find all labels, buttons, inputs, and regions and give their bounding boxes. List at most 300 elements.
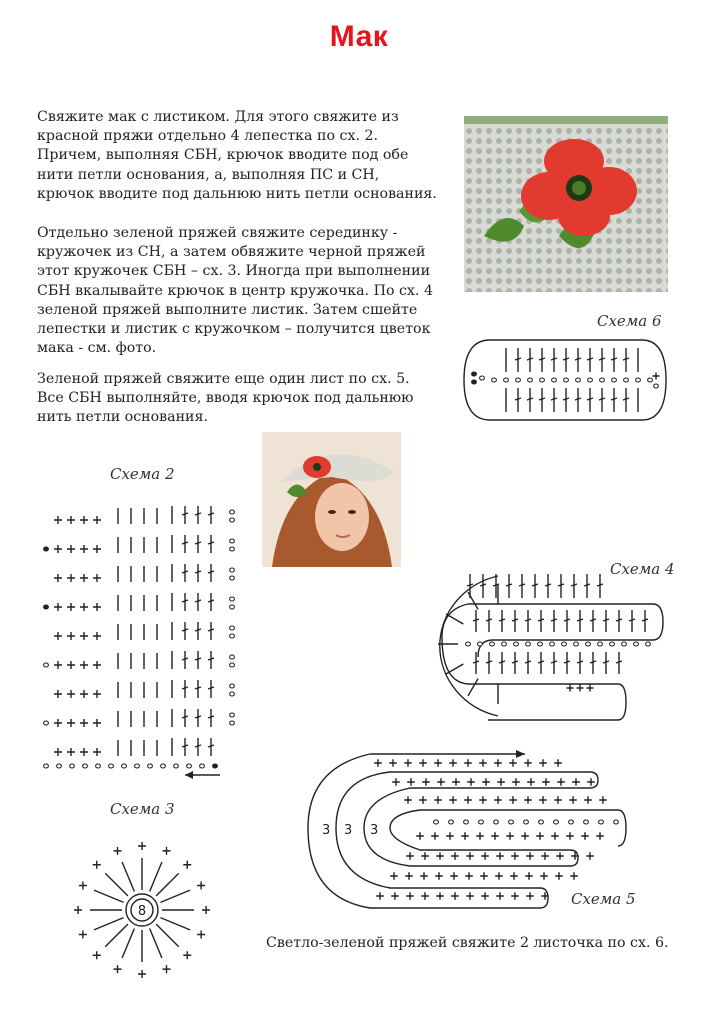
chain-stitch-symbol bbox=[230, 721, 235, 725]
sc-stitch-symbol bbox=[524, 759, 532, 767]
chain-stitch-symbol bbox=[148, 764, 153, 768]
dc-cross-mark bbox=[616, 661, 622, 663]
sc-stitch-symbol bbox=[93, 661, 101, 669]
dc-cross-mark bbox=[525, 619, 531, 621]
dc-cross-mark bbox=[642, 619, 648, 621]
sc-stitch-symbol bbox=[93, 574, 101, 582]
sc-stitch-symbol bbox=[421, 852, 429, 860]
sc-stitch-symbol bbox=[506, 832, 514, 840]
sc-stitch-symbol bbox=[539, 796, 547, 804]
dc-stitch-symbol bbox=[468, 592, 478, 609]
dc-cross-mark bbox=[563, 398, 569, 400]
sc-stitch-symbol bbox=[509, 759, 517, 767]
sc-stitch-symbol bbox=[80, 748, 88, 756]
sc-stitch-symbol bbox=[467, 778, 475, 786]
sc-stitch-symbol bbox=[554, 796, 562, 804]
dc-cross-mark bbox=[545, 584, 551, 586]
sc-stitch-symbol bbox=[138, 842, 146, 850]
crochet-chart-icon bbox=[472, 348, 660, 412]
chain-stitch-symbol bbox=[584, 820, 589, 824]
chain-stitch-symbol bbox=[200, 764, 205, 768]
schema4-inner-band bbox=[468, 604, 663, 657]
sc-stitch-symbol bbox=[404, 759, 412, 767]
chain-stitch-symbol bbox=[504, 378, 509, 382]
sc-stitch-symbol bbox=[54, 574, 62, 582]
sc-stitch-symbol bbox=[67, 632, 75, 640]
dc-cross-mark bbox=[195, 629, 201, 631]
sc-stitch-symbol bbox=[80, 632, 88, 640]
crochet-chart-icon bbox=[44, 506, 235, 768]
dc-cross-mark bbox=[499, 619, 505, 621]
chain-stitch-symbol bbox=[230, 510, 235, 514]
dc-cross-mark bbox=[551, 661, 557, 663]
dc-stitch-symbol bbox=[122, 928, 134, 958]
sc-stitch-symbol bbox=[114, 847, 122, 855]
dc-cross-mark bbox=[480, 584, 486, 586]
dc-cross-mark bbox=[182, 542, 188, 544]
chain-stitch-symbol bbox=[552, 378, 557, 382]
dc-cross-mark bbox=[616, 619, 622, 621]
sc-stitch-symbol bbox=[406, 852, 414, 860]
sc-stitch-symbol bbox=[183, 861, 191, 869]
sc-stitch-symbol bbox=[491, 832, 499, 840]
sc-stitch-symbol bbox=[556, 852, 564, 860]
chain-stitch-symbol bbox=[44, 605, 49, 609]
sc-stitch-symbol bbox=[449, 796, 457, 804]
sc-stitch-symbol bbox=[587, 778, 595, 786]
sc-stitch-symbol bbox=[479, 796, 487, 804]
sc-stitch-symbol bbox=[67, 719, 75, 727]
sc-stitch-symbol bbox=[431, 832, 439, 840]
dc-cross-mark bbox=[195, 745, 201, 747]
sc-stitch-symbol bbox=[480, 872, 488, 880]
chain-stitch-symbol bbox=[230, 576, 235, 580]
sc-stitch-symbol bbox=[496, 852, 504, 860]
sc-stitch-symbol bbox=[569, 796, 577, 804]
schema2-chart bbox=[40, 494, 240, 784]
dc-stitch-symbol bbox=[156, 924, 179, 947]
schema6-chart bbox=[460, 336, 670, 426]
sc-stitch-symbol bbox=[539, 759, 547, 767]
sc-stitch-symbol bbox=[93, 632, 101, 640]
dc-cross-mark bbox=[575, 358, 581, 360]
sc-stitch-symbol bbox=[551, 832, 559, 840]
sc-stitch-symbol bbox=[524, 796, 532, 804]
dc-cross-mark bbox=[182, 513, 188, 515]
sc-stitch-symbol bbox=[540, 872, 548, 880]
dc-cross-mark bbox=[539, 358, 545, 360]
chain-stitch-symbol bbox=[109, 764, 114, 768]
sc-stitch-symbol bbox=[497, 778, 505, 786]
dc-stitch-symbol bbox=[468, 679, 478, 696]
dc-cross-mark bbox=[182, 629, 188, 631]
sc-stitch-symbol bbox=[511, 892, 519, 900]
sc-stitch-symbol bbox=[67, 748, 75, 756]
instruction-paragraph-2: Отдельно зеленой пряжей свяжите серединку - кружочек из СН, а затем обвяжите черной пряжей этот кружочек СБН – сх. 3. Иногда при выполнении СБН вкалывайте крючок в центр кружочка. По сх. 4 зеленой пряжей выполните листик. Затем сшейте лепестки и листик с кружочком – получится цветок мака - см. фото. bbox=[37, 225, 433, 357]
dc-cross-mark bbox=[538, 619, 544, 621]
chain-stitch-symbol bbox=[516, 378, 521, 382]
sc-stitch-symbol bbox=[554, 759, 562, 767]
sc-stitch-symbol bbox=[495, 872, 503, 880]
chain-stitch-symbol bbox=[44, 663, 49, 667]
chain-stitch-symbol bbox=[600, 378, 605, 382]
dc-cross-mark bbox=[515, 358, 521, 360]
sc-stitch-symbol bbox=[54, 632, 62, 640]
dc-cross-mark bbox=[551, 398, 557, 400]
chain-stitch-symbol bbox=[230, 518, 235, 522]
dc-cross-mark bbox=[182, 658, 188, 660]
dc-cross-mark bbox=[558, 584, 564, 586]
sc-stitch-symbol bbox=[555, 872, 563, 880]
chain-stitch-symbol bbox=[634, 642, 639, 646]
sc-stitch-symbol bbox=[93, 690, 101, 698]
dc-cross-mark bbox=[551, 358, 557, 360]
sc-stitch-symbol bbox=[202, 906, 210, 914]
dc-cross-mark bbox=[571, 584, 577, 586]
direction-arrow-icon bbox=[516, 750, 525, 758]
chain-stitch-symbol bbox=[174, 764, 179, 768]
dc-stitch-symbol bbox=[94, 890, 124, 902]
dc-cross-mark bbox=[195, 687, 201, 689]
sc-stitch-symbol bbox=[542, 778, 550, 786]
dc-cross-mark bbox=[195, 571, 201, 573]
chain-stitch-symbol bbox=[492, 378, 497, 382]
direction-arrow-head bbox=[185, 771, 193, 779]
chain-stitch-symbol bbox=[434, 820, 439, 824]
schema5-turn-count: 3 bbox=[344, 823, 353, 838]
dc-cross-mark bbox=[584, 584, 590, 586]
dc-cross-mark bbox=[623, 358, 629, 360]
chain-stitch-symbol bbox=[502, 642, 507, 646]
dc-cross-mark bbox=[519, 584, 525, 586]
instruction-paragraph-3: Зеленой пряжей свяжите еще один лист по сх. 5. Все СБН выполняйте, вводя крючок под дальнюю нить петли основания. bbox=[37, 371, 414, 426]
chain-stitch-symbol bbox=[612, 378, 617, 382]
chain-stitch-symbol bbox=[480, 376, 485, 380]
dc-cross-mark bbox=[208, 658, 214, 660]
chain-stitch-symbol bbox=[472, 372, 477, 376]
chain-stitch-symbol bbox=[614, 820, 619, 824]
chain-stitch-symbol bbox=[564, 378, 569, 382]
chain-stitch-symbol bbox=[44, 721, 49, 725]
model-in-beret-photo bbox=[262, 432, 401, 567]
dc-cross-mark bbox=[208, 542, 214, 544]
sc-stitch-symbol bbox=[476, 832, 484, 840]
sc-stitch-symbol bbox=[451, 892, 459, 900]
dc-cross-mark bbox=[599, 358, 605, 360]
chain-stitch-symbol bbox=[562, 642, 567, 646]
chain-stitch-symbol bbox=[524, 820, 529, 824]
chain-stitch-symbol bbox=[624, 378, 629, 382]
sc-stitch-symbol bbox=[376, 892, 384, 900]
sc-stitch-symbol bbox=[80, 516, 88, 524]
chain-stitch-symbol bbox=[539, 820, 544, 824]
sc-stitch-symbol bbox=[54, 661, 62, 669]
dc-cross-mark bbox=[182, 571, 188, 573]
dc-cross-mark bbox=[195, 658, 201, 660]
sc-stitch-symbol bbox=[461, 832, 469, 840]
chain-stitch-symbol bbox=[230, 684, 235, 688]
sc-stitch-symbol bbox=[114, 965, 122, 973]
chain-stitch-symbol bbox=[538, 642, 543, 646]
sc-stitch-symbol bbox=[570, 872, 578, 880]
sc-stitch-symbol bbox=[93, 719, 101, 727]
sc-stitch-symbol bbox=[481, 852, 489, 860]
dc-cross-mark bbox=[208, 687, 214, 689]
chain-stitch-symbol bbox=[230, 605, 235, 609]
dc-cross-mark bbox=[623, 398, 629, 400]
sc-stitch-symbol bbox=[510, 872, 518, 880]
sc-stitch-symbol bbox=[93, 861, 101, 869]
dc-cross-mark bbox=[590, 661, 596, 663]
sc-stitch-symbol bbox=[421, 892, 429, 900]
sc-stitch-symbol bbox=[464, 796, 472, 804]
sc-stitch-symbol bbox=[391, 892, 399, 900]
sc-stitch-symbol bbox=[390, 872, 398, 880]
sc-stitch-symbol bbox=[525, 872, 533, 880]
instruction-paragraph-1: Свяжите мак с листиком. Для этого свяжите из красной пряжи отдельно 4 лепестка по сх. 2. Причем, выполняя СБН, крючок вводите под обе нити петли основания, а, выполняя ПС и СН, крючок вводите под дальнюю нить петли основания. bbox=[37, 109, 437, 202]
dc-cross-mark bbox=[195, 600, 201, 602]
chain-stitch-symbol bbox=[646, 642, 651, 646]
sc-stitch-symbol bbox=[54, 545, 62, 553]
dc-cross-mark bbox=[539, 398, 545, 400]
chain-stitch-symbol bbox=[230, 626, 235, 630]
dc-stitch-symbol bbox=[150, 928, 162, 958]
sc-stitch-symbol bbox=[420, 872, 428, 880]
sc-stitch-symbol bbox=[581, 832, 589, 840]
chain-stitch-symbol bbox=[654, 384, 659, 388]
dc-stitch-symbol bbox=[122, 862, 134, 892]
sc-stitch-symbol bbox=[54, 748, 62, 756]
sc-stitch-symbol bbox=[541, 852, 549, 860]
sc-stitch-symbol bbox=[416, 832, 424, 840]
sc-stitch-symbol bbox=[481, 892, 489, 900]
dc-cross-mark bbox=[195, 542, 201, 544]
sc-stitch-symbol bbox=[93, 603, 101, 611]
sc-stitch-symbol bbox=[577, 685, 584, 692]
chain-stitch-symbol bbox=[230, 539, 235, 543]
dc-cross-mark bbox=[564, 619, 570, 621]
chain-stitch-symbol bbox=[96, 764, 101, 768]
chain-stitch-symbol bbox=[576, 378, 581, 382]
chain-stitch-symbol bbox=[636, 378, 641, 382]
sc-stitch-symbol bbox=[389, 759, 397, 767]
schema4-chart bbox=[398, 562, 688, 727]
sc-stitch-symbol bbox=[536, 832, 544, 840]
sc-stitch-symbol bbox=[450, 872, 458, 880]
sc-stitch-symbol bbox=[80, 574, 88, 582]
chain-stitch-symbol bbox=[610, 642, 615, 646]
sc-stitch-symbol bbox=[93, 516, 101, 524]
dc-cross-mark bbox=[512, 619, 518, 621]
sc-stitch-symbol bbox=[451, 852, 459, 860]
sc-stitch-symbol bbox=[162, 847, 170, 855]
dc-cross-mark bbox=[599, 398, 605, 400]
sc-stitch-symbol bbox=[446, 832, 454, 840]
sc-stitch-symbol bbox=[511, 852, 519, 860]
sc-stitch-symbol bbox=[54, 516, 62, 524]
chain-stitch-symbol bbox=[213, 764, 218, 768]
dc-stitch-symbol bbox=[160, 890, 190, 902]
sc-stitch-symbol bbox=[404, 796, 412, 804]
chain-stitch-symbol bbox=[187, 764, 192, 768]
sc-stitch-symbol bbox=[67, 603, 75, 611]
dc-cross-mark bbox=[182, 745, 188, 747]
chain-stitch-symbol bbox=[230, 663, 235, 667]
chain-stitch-symbol bbox=[598, 642, 603, 646]
chain-stitch-symbol bbox=[472, 380, 477, 384]
dc-stitch-symbol bbox=[105, 873, 128, 896]
dc-cross-mark bbox=[611, 358, 617, 360]
sc-stitch-symbol bbox=[138, 970, 146, 978]
chain-stitch-symbol bbox=[70, 764, 75, 768]
sc-stitch-symbol bbox=[526, 852, 534, 860]
sc-stitch-symbol bbox=[567, 685, 574, 692]
chain-stitch-symbol bbox=[478, 642, 483, 646]
dc-stitch-symbol bbox=[94, 918, 124, 930]
sc-stitch-symbol bbox=[405, 872, 413, 880]
sc-stitch-symbol bbox=[584, 796, 592, 804]
dc-cross-mark bbox=[182, 687, 188, 689]
dc-cross-mark bbox=[603, 661, 609, 663]
sc-stitch-symbol bbox=[74, 906, 82, 914]
chain-stitch-symbol bbox=[494, 820, 499, 824]
sc-stitch-symbol bbox=[419, 759, 427, 767]
sc-stitch-symbol bbox=[93, 545, 101, 553]
dc-cross-mark bbox=[467, 584, 473, 586]
chain-stitch-symbol bbox=[230, 713, 235, 717]
dc-cross-mark bbox=[590, 619, 596, 621]
bottom-note: Светло-зеленой пряжей свяжите 2 листочка по сх. 6. bbox=[266, 935, 669, 951]
sc-stitch-symbol bbox=[479, 759, 487, 767]
dc-stitch-symbol bbox=[160, 918, 190, 930]
sc-stitch-symbol bbox=[183, 951, 191, 959]
dc-stitch-symbol bbox=[105, 924, 128, 947]
dc-cross-mark bbox=[532, 584, 538, 586]
sc-stitch-symbol bbox=[54, 690, 62, 698]
sc-stitch-symbol bbox=[566, 832, 574, 840]
sc-stitch-symbol bbox=[435, 872, 443, 880]
dc-stitch-symbol bbox=[446, 614, 463, 624]
crochet-chart-icon bbox=[374, 759, 618, 900]
sc-stitch-symbol bbox=[54, 603, 62, 611]
chain-stitch-symbol bbox=[57, 764, 62, 768]
sc-stitch-symbol bbox=[587, 685, 594, 692]
chain-stitch-symbol bbox=[574, 642, 579, 646]
sc-stitch-symbol bbox=[465, 872, 473, 880]
schema5-caption: Схема 5 bbox=[571, 890, 636, 908]
poppy-flower-icon bbox=[464, 116, 668, 292]
sc-stitch-symbol bbox=[452, 778, 460, 786]
dc-cross-mark bbox=[551, 619, 557, 621]
dc-cross-mark bbox=[208, 513, 214, 515]
dc-stitch-symbol bbox=[150, 862, 162, 892]
sc-stitch-symbol bbox=[67, 516, 75, 524]
dc-cross-mark bbox=[486, 619, 492, 621]
schema5-turn-count: 3 bbox=[370, 823, 379, 838]
sc-stitch-symbol bbox=[67, 690, 75, 698]
schema3-chart bbox=[62, 830, 222, 990]
dc-cross-mark bbox=[629, 619, 635, 621]
chain-stitch-symbol bbox=[599, 820, 604, 824]
dc-cross-mark bbox=[208, 745, 214, 747]
chain-stitch-symbol bbox=[161, 764, 166, 768]
sc-stitch-symbol bbox=[436, 892, 444, 900]
dc-cross-mark bbox=[577, 661, 583, 663]
sc-stitch-symbol bbox=[80, 545, 88, 553]
sc-stitch-symbol bbox=[80, 690, 88, 698]
sc-stitch-symbol bbox=[496, 892, 504, 900]
dc-cross-mark bbox=[538, 661, 544, 663]
chain-stitch-symbol bbox=[490, 642, 495, 646]
chain-stitch-symbol bbox=[230, 634, 235, 638]
sc-stitch-symbol bbox=[557, 778, 565, 786]
sc-stitch-symbol bbox=[197, 882, 205, 890]
sc-stitch-symbol bbox=[449, 759, 457, 767]
chain-stitch-symbol bbox=[514, 642, 519, 646]
sc-stitch-symbol bbox=[407, 778, 415, 786]
dc-cross-mark bbox=[527, 398, 533, 400]
sc-stitch-symbol bbox=[509, 796, 517, 804]
chain-stitch-symbol bbox=[648, 378, 653, 382]
dc-cross-mark bbox=[473, 661, 479, 663]
chain-stitch-symbol bbox=[550, 642, 555, 646]
sc-stitch-symbol bbox=[572, 778, 580, 786]
chain-stitch-symbol bbox=[526, 642, 531, 646]
dc-cross-mark bbox=[208, 600, 214, 602]
chain-stitch-symbol bbox=[622, 642, 627, 646]
sc-stitch-symbol bbox=[512, 778, 520, 786]
dc-cross-mark bbox=[182, 716, 188, 718]
sc-stitch-symbol bbox=[599, 796, 607, 804]
sc-stitch-symbol bbox=[80, 661, 88, 669]
dc-cross-mark bbox=[611, 398, 617, 400]
dc-cross-mark bbox=[208, 571, 214, 573]
chain-stitch-symbol bbox=[230, 655, 235, 659]
dc-cross-mark bbox=[564, 661, 570, 663]
sc-stitch-symbol bbox=[466, 892, 474, 900]
chain-stitch-symbol bbox=[528, 378, 533, 382]
dc-cross-mark bbox=[182, 600, 188, 602]
sc-stitch-symbol bbox=[93, 951, 101, 959]
chain-stitch-symbol bbox=[588, 378, 593, 382]
dc-cross-mark bbox=[587, 358, 593, 360]
dc-cross-mark bbox=[506, 584, 512, 586]
chain-stitch-symbol bbox=[83, 764, 88, 768]
dc-cross-mark bbox=[195, 716, 201, 718]
sc-stitch-symbol bbox=[422, 778, 430, 786]
sc-stitch-symbol bbox=[586, 852, 594, 860]
chain-stitch-symbol bbox=[135, 764, 140, 768]
sc-stitch-symbol bbox=[526, 892, 534, 900]
sc-stitch-symbol bbox=[434, 759, 442, 767]
dc-cross-mark bbox=[208, 716, 214, 718]
beret-closeup-photo bbox=[464, 116, 668, 292]
dc-cross-mark bbox=[525, 661, 531, 663]
page-title: Мак bbox=[329, 20, 389, 53]
poppy-flower-icon bbox=[262, 432, 401, 567]
schema2-caption: Схема 2 bbox=[110, 465, 175, 483]
schema4-caption: Схема 4 bbox=[610, 560, 675, 578]
sc-stitch-symbol bbox=[494, 796, 502, 804]
sc-stitch-symbol bbox=[494, 759, 502, 767]
schema5-turn-count: 3 bbox=[322, 823, 331, 838]
sc-stitch-symbol bbox=[67, 574, 75, 582]
chain-stitch-symbol bbox=[509, 820, 514, 824]
sc-stitch-symbol bbox=[406, 892, 414, 900]
sc-stitch-symbol bbox=[80, 603, 88, 611]
chain-stitch-symbol bbox=[122, 764, 127, 768]
dc-stitch-symbol bbox=[446, 664, 463, 674]
